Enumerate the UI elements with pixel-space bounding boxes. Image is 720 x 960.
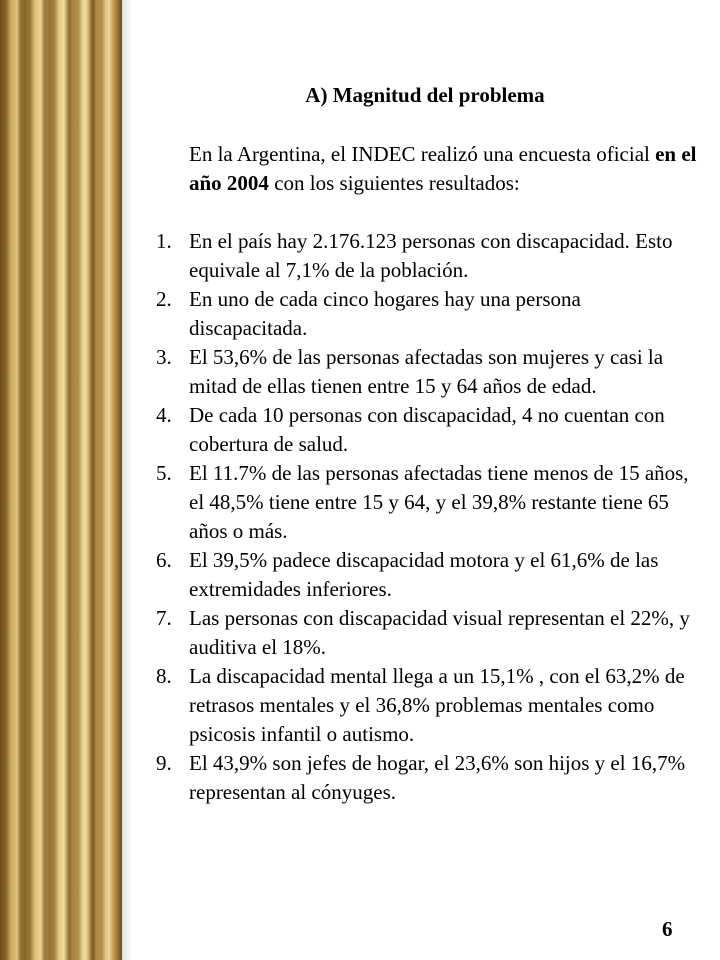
intro-text-after: con los siguientes resultados: — [268, 171, 520, 195]
list-item-number: 7. — [156, 606, 172, 630]
intro-paragraph — [189, 140, 709, 198]
list-item — [156, 749, 696, 807]
intro-text-before: En la Argentina, el INDEC realizó una encuesta oficial — [189, 142, 656, 166]
list-item-text: El 39,5% padece discapacidad motora y el 61,6% de las extremidades inferiores. — [189, 548, 659, 601]
list-item — [156, 343, 696, 401]
list-item-text: El 11.7% de las personas afectadas tiene menos de 15 años, el 48,5% tiene entre 15 y 64, y el 39,8% restante tiene 65 años o más. — [189, 461, 689, 543]
list-item-text: En uno de cada cinco hogares hay una persona discapacitada. — [189, 287, 581, 340]
list-item — [156, 604, 696, 662]
list-item-text: El 43,9% son jefes de hogar, el 23,6% son hijos y el 16,7% representan al cónyuges. — [189, 751, 686, 804]
list-item — [156, 662, 696, 749]
list-item-number: 4. — [156, 403, 172, 427]
list-item-number: 6. — [156, 548, 172, 572]
list-item-number: 1. — [156, 229, 172, 253]
curtain-edge — [108, 0, 122, 960]
page-number: 6 — [662, 917, 673, 941]
list-item — [156, 401, 696, 459]
list-item-number: 5. — [156, 461, 172, 485]
list-item-text: De cada 10 personas con discapacidad, 4 no cuentan con cobertura de salud. — [189, 403, 665, 456]
list-item-text: El 53,6% de las personas afectadas son mujeres y casi la mitad de ellas tienen entre 15 y 64 años de edad. — [189, 345, 664, 398]
list-item-number: 9. — [156, 751, 172, 775]
list-item — [156, 546, 696, 604]
gold-curtain-decoration — [0, 0, 122, 960]
list-item — [156, 227, 696, 285]
intro-year-bold: en el año 2004 — [189, 142, 697, 195]
list-item — [156, 459, 696, 546]
list-item — [156, 285, 696, 343]
curtain-shadow — [122, 0, 132, 960]
list-item-number: 2. — [156, 287, 172, 311]
list-item-number: 3. — [156, 345, 172, 369]
list-item-number: 8. — [156, 664, 172, 688]
results-list — [156, 227, 696, 807]
list-item-text: La discapacidad mental llega a un 15,1% , con el 63,2% de retrasos mentales y el 36,8% problemas mentales como psicosis infantil o autismo. — [189, 664, 685, 746]
list-item-text: En el país hay 2.176.123 personas con discapacidad. Esto equivale al 7,1% de la población. — [189, 229, 673, 282]
page-title: A) Magnitud del problema — [305, 83, 545, 107]
list-item-text: Las personas con discapacidad visual representan el 22%, y auditiva el 18%. — [189, 606, 690, 659]
